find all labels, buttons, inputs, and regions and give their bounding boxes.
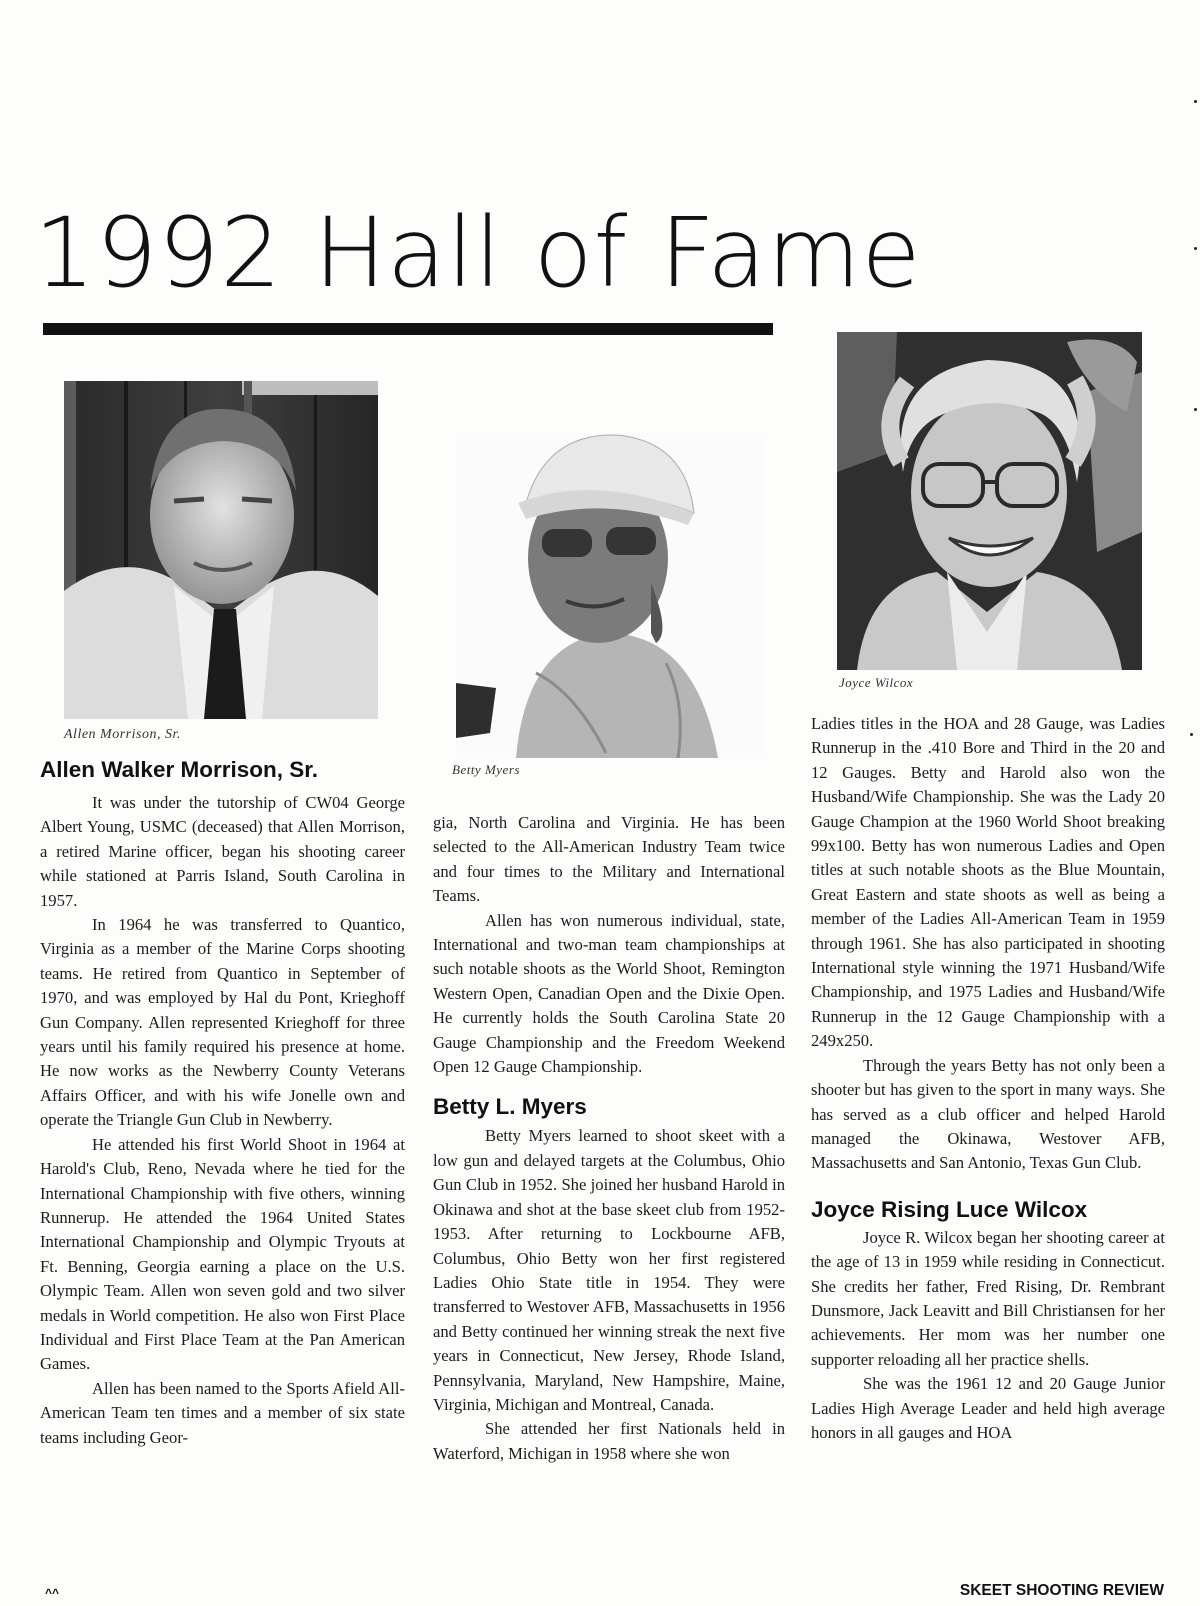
photo-betty-myers [456,433,762,758]
article-column-1 [40,756,405,1450]
scan-speck [1190,733,1193,736]
paragraph: gia, North Carolina and Virginia. He has been selected to the All-American Industry Team twice and four times to the Military and International Teams. [433,813,785,906]
paragraph: She was the 1961 12 and 20 Gauge Junior Ladies High Average Leader and held high average honors in all gauges and HOA [811,1374,1165,1442]
heading-allen-morrison: Allen Walker Morrison, Sr. [40,757,318,782]
page-title: 1992 Hall of Fame [34,197,922,309]
scan-speck [1194,100,1197,103]
article-column-2 [433,811,785,1466]
title-rule [43,323,773,335]
paragraph: Through the years Betty has not only been a shooter but has given to the sport in many ways. She has served as a club officer and helped Harold managed the Okinawa, Westover AFB, Massachusetts and San Antonio, Texas Gun Club. [811,1055,1165,1173]
scan-speck [1194,247,1197,250]
scan-speck [1194,408,1197,411]
paragraph: Betty Myers learned to shoot skeet with a low gun and delayed targets at the Columbus, Ohio Gun Club in 1952. She joined her husband Harold in Okinawa and shot at the base skeet club from 1952-1953. After returning to Lockbourne AFB, Columbus, Ohio Betty won her first registered Ladies Ohio State title in 1954. They were transferred to Westover AFB, Massachusetts in 1956 and Betty continued her winning streak the next five years in Connecticut, New Jersey, Rhode Island, Pennsylvania, Maryland, New Hampshire, Maine, Virginia, Michigan and Montreal, Canada. [433,1126,785,1414]
page-number: ^^ [45,1586,60,1600]
paragraph: Allen has won numerous individual, state, International and two-man team championships at such notable shoots as the World Shoot, Remington Western Open, Canadian Open and the Dixie Open. He currently holds the South Carolina State 20 Gauge Championship and the Freedom Weekend Open 12 Gauge Championship. [433,910,785,1077]
paragraph: It was under the tutorship of CW04 George Albert Young, USMC (deceased) that Allen Morrison, a retired Marine officer, began his shooting career while stationed at Parris Island, South Carolina in 1957. [40,793,405,910]
photo-joyce-wilcox [837,332,1142,670]
heading-betty-myers: Betty L. Myers [433,1094,587,1120]
paragraph: She attended her first Nationals held in Waterford, Michigan in 1958 where she won [433,1419,785,1463]
heading-joyce-wilcox: Joyce Rising Luce Wilcox [811,1196,1088,1222]
paragraph: Joyce R. Wilcox began her shooting career at the age of 13 in 1959 while residing in Connecticut. She credits her father, Fred Rising, Dr. Rembrant Dunsmore, Jack Leavitt and Bill Christiansen for her achievements. Her mom was her number one supporter reloading all her practice shells. [811,1227,1165,1369]
caption-joyce-wilcox: Joyce Wilcox [839,675,914,690]
paragraph: He attended his first World Shoot in 1964 at Harold's Club, Reno, Nevada where he tied for the International Championship with five others, winning Runnerup. He attended the 1964 United States International Championship and Olympic Tryouts at Ft. Benning, Georgia earning a place on the U.S. Olympic Team. Allen won seven gold and two silver medals in World competition. He also won First Place Individual and First Place Team at the Pan American Games. [40,1134,405,1374]
article-column-3 [811,712,1165,1445]
paragraph: Allen has been named to the Sports Afield All-American Team ten times and a member of six state teams including Geor- [40,1378,405,1447]
photo-allen-morrison [64,381,378,719]
paragraph: In 1964 he was transferred to Quantico, Virginia as a member of the Marine Corps shooting teams. He retired from Quantico in September of 1970, and was employed by Hal du Pont, Krieghoff Gun Company. Allen represented Krieghoff for three years until his family required his presence at home. He now works as the Newberry County Veterans Affairs Officer, and with his wife Jonelle own and operate the Triangle Gun Club in Newberry. [40,915,405,1130]
caption-betty-myers: Betty Myers [452,762,520,777]
paragraph: Ladies titles in the HOA and 28 Gauge, was Ladies Runnerup in the .410 Bore and Third in the 20 and 12 Gauges. Betty and Harold also won the Husband/Wife Championship. She was the Lady 20 Gauge Champion at the 1960 World Shoot breaking 99x100. Betty has won numerous Ladies and Open titles at such notable shoots as the Blue Mountain, Great Eastern and state shoots as well as being a member of the Ladies All-American Team in 1959 through 1961. She has also participated in shooting International style winning the 1971 Husband/Wife Championship, and 1975 Ladies and Husband/Wife Runnerup in the 12 Gauge Championship with a 249x250. [811,714,1165,1051]
caption-allen-morrison: Allen Morrison, Sr. [64,727,181,742]
publication-name: SKEET SHOOTING REVIEW [959,1582,1164,1599]
